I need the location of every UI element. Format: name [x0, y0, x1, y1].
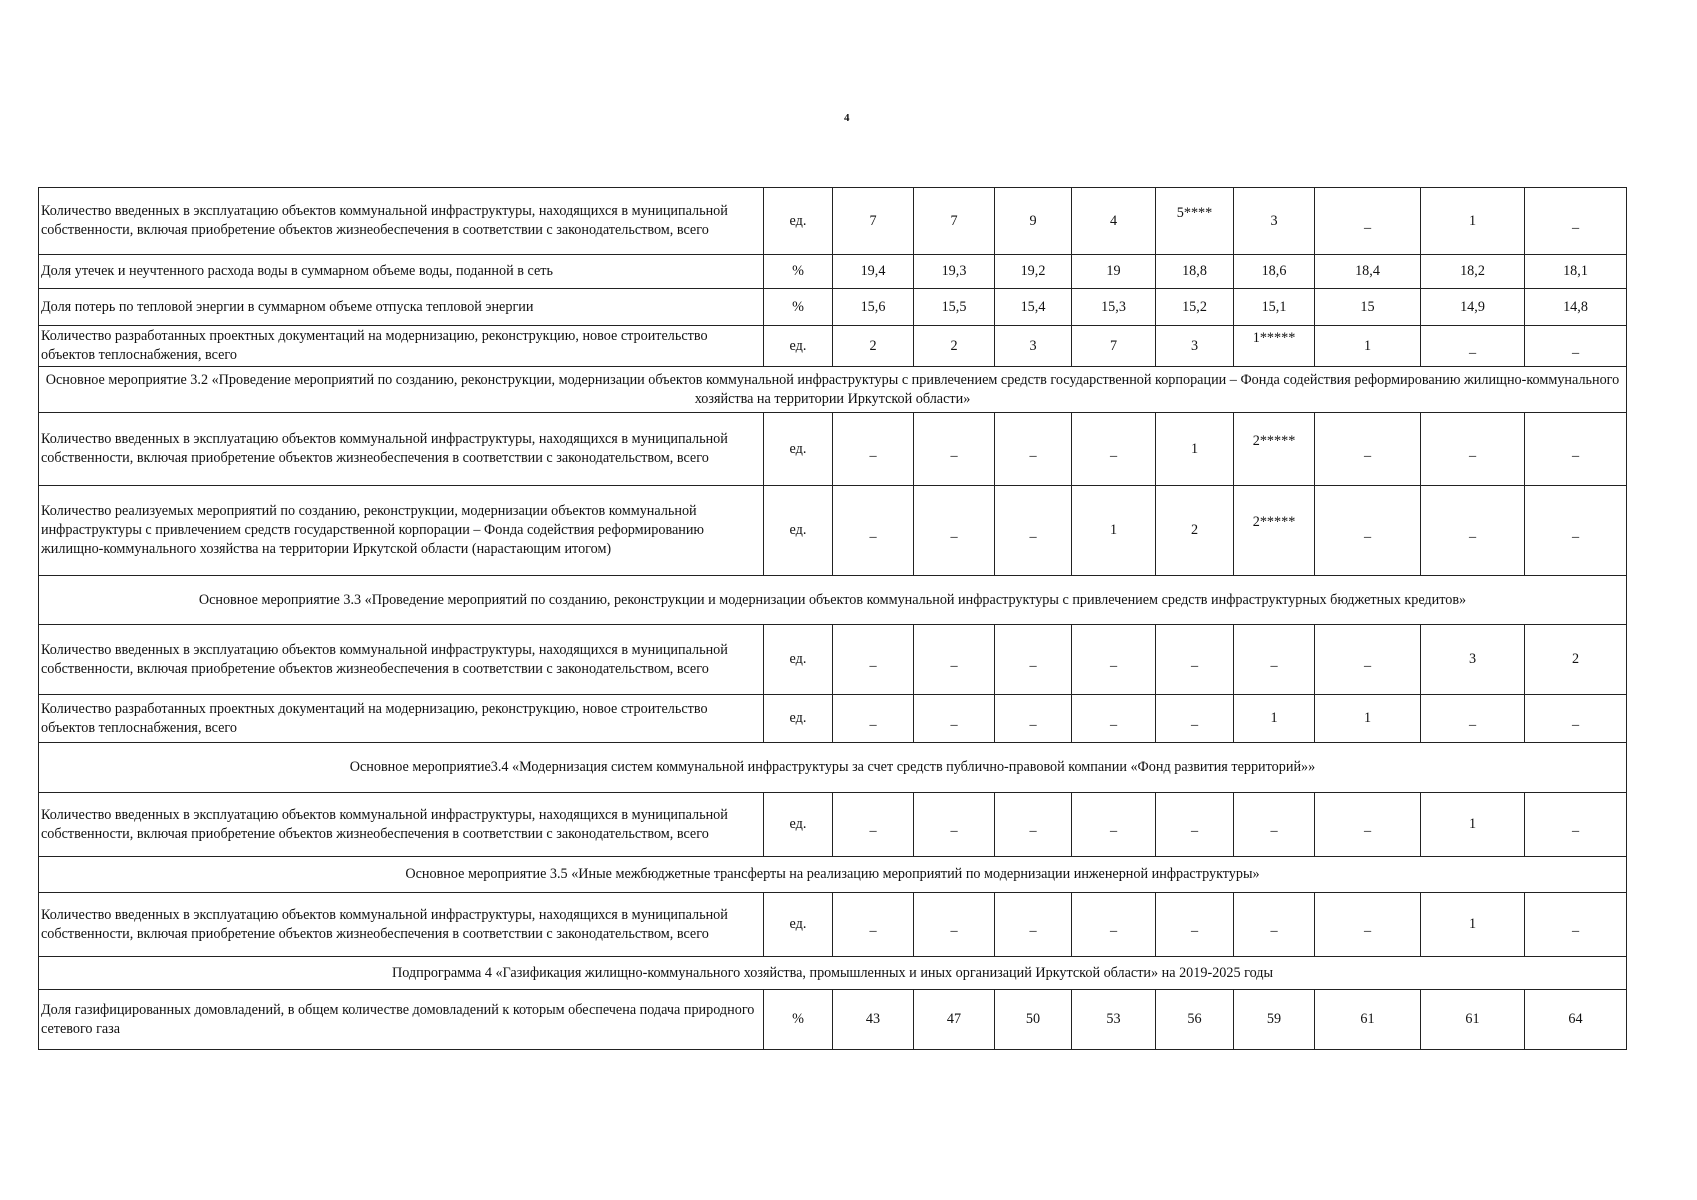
value-text: –	[1029, 529, 1037, 546]
indicator-unit: ед.	[764, 326, 833, 367]
section-row	[39, 957, 1627, 990]
value-text: –	[869, 447, 877, 464]
indicator-unit: ед.	[764, 486, 833, 576]
value-cell	[1315, 255, 1421, 289]
value-cell	[1234, 990, 1315, 1050]
value-text: 2	[1571, 651, 1580, 668]
value-text: 19,4	[860, 263, 886, 280]
value-text: 64	[1568, 1011, 1583, 1028]
value-cell	[995, 695, 1072, 743]
indicator-unit: %	[764, 990, 833, 1050]
value-text: 1	[1468, 212, 1477, 229]
value-text: 15	[1360, 298, 1375, 315]
value-text: –	[1029, 923, 1037, 940]
value-cell	[1156, 326, 1234, 367]
value-text: –	[1571, 717, 1580, 734]
value-cell	[1421, 625, 1525, 695]
value-text: 3	[1270, 212, 1278, 229]
section-title: Основное мероприятие3.4 «Модернизация систем коммунальной инфраструктуры за счет средств публично-правовой компании «Фонд развития территорий»»	[39, 743, 1627, 793]
value-cell	[1156, 289, 1234, 326]
value-text: 47	[946, 1011, 962, 1028]
value-text: –	[950, 658, 958, 675]
indicator-row	[39, 413, 1627, 486]
value-text: 59	[1266, 1011, 1282, 1028]
value-cell	[833, 625, 914, 695]
value-text: 43	[865, 1011, 881, 1028]
value-text: –	[1363, 823, 1372, 840]
indicator-name: Количество введенных в эксплуатацию объектов коммунальной инфраструктуры, находящихся в муниципальной собственности, включая приобретение объектов жизнеобеспечения в соответствии с законодательством, всего	[39, 625, 764, 695]
value-cell	[914, 486, 995, 576]
value-text: –	[1190, 717, 1199, 734]
value-cell	[1072, 289, 1156, 326]
value-cell	[833, 289, 914, 326]
value-cell	[1234, 289, 1315, 326]
value-cell	[1525, 486, 1627, 576]
value-text: –	[950, 823, 958, 840]
value-cell	[995, 990, 1072, 1050]
value-text: 18,4	[1355, 263, 1380, 280]
indicator-name: Количество разработанных проектных документаций на модернизацию, реконструкцию, новое строительство объектов теплоснабжения, всего	[39, 326, 764, 367]
value-cell	[1421, 486, 1525, 576]
indicator-row	[39, 625, 1627, 695]
value-text: –	[1190, 823, 1199, 840]
value-text: –	[869, 823, 877, 840]
value-text: 2	[1190, 522, 1199, 539]
value-text: 1	[1190, 440, 1199, 457]
value-text: 7	[1109, 337, 1118, 354]
value-text: –	[1029, 658, 1037, 675]
value-text: 19	[1106, 263, 1121, 280]
value-text: 19,3	[941, 263, 967, 280]
value-cell	[1421, 188, 1525, 255]
value-cell	[914, 255, 995, 289]
value-text: –	[1468, 529, 1477, 546]
value-cell	[1072, 255, 1156, 289]
value-cell	[1315, 486, 1421, 576]
value-text: 18,2	[1460, 263, 1485, 280]
indicator-row	[39, 893, 1627, 957]
value-text: 2	[869, 337, 877, 354]
value-cell	[1234, 255, 1315, 289]
value-text: –	[950, 717, 958, 734]
indicator-unit: ед.	[764, 695, 833, 743]
indicator-row	[39, 188, 1627, 255]
value-cell	[1234, 695, 1315, 743]
value-text: 7	[869, 212, 877, 229]
value-text: 2	[950, 337, 958, 354]
value-text: 5****	[1176, 204, 1213, 221]
indicator-row	[39, 326, 1627, 367]
value-text: 3	[1468, 651, 1477, 668]
value-cell	[995, 625, 1072, 695]
value-cell	[1234, 486, 1315, 576]
value-cell	[1421, 289, 1525, 326]
value-cell	[1156, 893, 1234, 957]
value-text: 18,8	[1182, 263, 1207, 280]
value-cell	[914, 289, 995, 326]
value-cell	[1156, 793, 1234, 857]
section-row	[39, 576, 1627, 625]
value-text: 15,3	[1101, 298, 1126, 315]
section-title: Основное мероприятие 3.5 «Иные межбюджетные трансферты на реализацию мероприятий по модернизации инженерной инфраструктуры»	[39, 857, 1627, 893]
value-cell	[833, 695, 914, 743]
value-cell	[1156, 413, 1234, 486]
value-cell	[1234, 413, 1315, 486]
value-cell	[995, 893, 1072, 957]
value-text: 14,8	[1563, 298, 1588, 315]
value-text: –	[869, 923, 877, 940]
value-text: –	[1468, 344, 1477, 361]
value-text: –	[1468, 447, 1477, 464]
value-cell	[1315, 625, 1421, 695]
value-cell	[1525, 289, 1627, 326]
value-cell	[914, 793, 995, 857]
value-cell	[1072, 990, 1156, 1050]
indicator-name: Доля потерь по тепловой энергии в суммарном объеме отпуска тепловой энергии	[39, 289, 764, 326]
value-cell	[914, 188, 995, 255]
value-text: –	[1029, 823, 1037, 840]
value-text: –	[950, 447, 958, 464]
indicator-name: Количество разработанных проектных документаций на модернизацию, реконструкцию, новое строительство объектов теплоснабжения, всего	[39, 695, 764, 743]
value-text: 53	[1106, 1011, 1121, 1028]
value-cell	[914, 893, 995, 957]
value-cell	[1525, 695, 1627, 743]
value-text: –	[1109, 447, 1118, 464]
value-text: –	[869, 529, 877, 546]
indicator-unit: ед.	[764, 625, 833, 695]
value-cell	[833, 893, 914, 957]
value-cell	[995, 486, 1072, 576]
value-text: –	[1571, 529, 1580, 546]
value-cell	[995, 793, 1072, 857]
section-row	[39, 367, 1627, 413]
value-cell	[995, 326, 1072, 367]
value-text: –	[1571, 823, 1580, 840]
value-cell	[914, 625, 995, 695]
value-text: 3	[1190, 337, 1199, 354]
value-cell	[1234, 893, 1315, 957]
indicator-row	[39, 289, 1627, 326]
value-cell	[1072, 486, 1156, 576]
value-text: –	[1363, 447, 1372, 464]
value-text: 4	[1109, 212, 1118, 229]
value-text: –	[1109, 658, 1118, 675]
value-text: –	[1109, 823, 1118, 840]
value-cell	[1525, 793, 1627, 857]
value-text: 7	[950, 212, 958, 229]
value-text: 18,6	[1261, 263, 1287, 280]
value-text: –	[1190, 923, 1199, 940]
value-cell	[914, 326, 995, 367]
value-cell	[1421, 695, 1525, 743]
value-text: 9	[1029, 212, 1037, 229]
value-text: 3	[1029, 337, 1037, 354]
value-cell	[833, 413, 914, 486]
value-text: 1	[1363, 337, 1372, 354]
value-cell	[1421, 793, 1525, 857]
value-text: 1	[1363, 710, 1372, 727]
value-cell	[914, 695, 995, 743]
value-text: 1	[1270, 710, 1278, 727]
value-text: 15,2	[1182, 298, 1207, 315]
value-cell	[1421, 413, 1525, 486]
indicator-unit: ед.	[764, 413, 833, 486]
value-cell	[1156, 990, 1234, 1050]
indicator-row	[39, 486, 1627, 576]
value-text: –	[1571, 447, 1580, 464]
indicator-name: Количество реализуемых мероприятий по созданию, реконструкции, модернизации объектов коммунальной инфраструктуры с привлечением средств государственной корпорации – Фонда содействия реформированию жилищно-коммунального хозяйства на территории Иркутской области (нарастающим итогом)	[39, 486, 764, 576]
value-text: 18,1	[1563, 263, 1588, 280]
value-cell	[1234, 793, 1315, 857]
value-text: –	[1270, 823, 1278, 840]
value-cell	[1315, 289, 1421, 326]
value-cell	[1525, 893, 1627, 957]
value-cell	[1156, 188, 1234, 255]
indicator-unit: ед.	[764, 188, 833, 255]
indicator-unit: ед.	[764, 793, 833, 857]
value-cell	[1525, 255, 1627, 289]
indicator-unit: %	[764, 289, 833, 326]
value-text: –	[1029, 447, 1037, 464]
value-text: 2*****	[1252, 432, 1296, 449]
value-cell	[1072, 893, 1156, 957]
value-cell	[1525, 990, 1627, 1050]
value-cell	[1072, 793, 1156, 857]
value-text: –	[869, 658, 877, 675]
value-cell	[1315, 326, 1421, 367]
value-text: 15,1	[1261, 298, 1287, 315]
value-cell	[1156, 695, 1234, 743]
value-text: –	[1363, 529, 1372, 546]
value-text: –	[869, 717, 877, 734]
value-cell	[833, 486, 914, 576]
indicator-row	[39, 255, 1627, 289]
value-text: –	[1109, 717, 1118, 734]
value-text: –	[1363, 658, 1372, 675]
value-text: –	[1190, 658, 1199, 675]
value-cell	[1156, 625, 1234, 695]
section-title: Основное мероприятие 3.2 «Проведение мероприятий по созданию, реконструкции, модернизации объектов коммунальной инфраструктуры с привлечением средств государственной корпорации – Фонда содействия реформированию жилищно-коммунального хозяйства на территории Иркутской области»	[39, 367, 1627, 413]
value-text: –	[950, 529, 958, 546]
value-text: 15,4	[1020, 298, 1046, 315]
value-cell	[914, 990, 995, 1050]
indicator-row	[39, 990, 1627, 1050]
value-cell	[1525, 188, 1627, 255]
value-cell	[1072, 188, 1156, 255]
value-cell	[1421, 990, 1525, 1050]
indicator-name: Количество введенных в эксплуатацию объектов коммунальной инфраструктуры, находящихся в муниципальной собственности, включая приобретение объектов жизнеобеспечения в соответствии с законодательством, всего	[39, 893, 764, 957]
value-cell	[833, 326, 914, 367]
indicator-name: Количество введенных в эксплуатацию объектов коммунальной инфраструктуры, находящихся в муниципальной собственности, включая приобретение объектов жизнеобеспечения в соответствии с законодательством, всего	[39, 793, 764, 857]
value-text: 15,6	[860, 298, 886, 315]
value-text: –	[950, 923, 958, 940]
value-cell	[995, 289, 1072, 326]
value-text: 15,5	[941, 298, 967, 315]
value-text: 1*****	[1252, 329, 1296, 346]
indicator-name: Количество введенных в эксплуатацию объектов коммунальной инфраструктуры, находящихся в муниципальной собственности, включая приобретение объектов жизнеобеспечения в соответствии с законодательством, всего	[39, 413, 764, 486]
section-row	[39, 743, 1627, 793]
value-text: –	[1571, 219, 1580, 236]
value-cell	[1421, 326, 1525, 367]
value-text: –	[1270, 658, 1278, 675]
value-text: –	[1468, 717, 1477, 734]
section-row	[39, 857, 1627, 893]
value-text: 1	[1468, 916, 1477, 933]
value-cell	[1156, 486, 1234, 576]
value-cell	[1315, 893, 1421, 957]
value-cell	[1072, 625, 1156, 695]
indicator-name: Доля утечек и неучтенного расхода воды в суммарном объеме воды, поданной в сеть	[39, 255, 764, 289]
indicators-table	[38, 187, 1627, 1050]
indicator-row	[39, 695, 1627, 743]
indicator-name: Доля газифицированных домовладений, в общем количестве домовладений к которым обеспечена подача природного сетевого газа	[39, 990, 764, 1050]
indicator-unit: ед.	[764, 893, 833, 957]
value-text: –	[1029, 717, 1037, 734]
value-text: –	[1363, 219, 1372, 236]
value-cell	[995, 188, 1072, 255]
value-text: 1	[1468, 816, 1477, 833]
indicator-name: Количество введенных в эксплуатацию объектов коммунальной инфраструктуры, находящихся в муниципальной собственности, включая приобретение объектов жизнеобеспечения в соответствии с законодательством, всего	[39, 188, 764, 255]
value-cell	[1072, 413, 1156, 486]
value-cell	[1072, 695, 1156, 743]
value-cell	[1072, 326, 1156, 367]
value-cell	[1315, 990, 1421, 1050]
value-cell	[1234, 625, 1315, 695]
value-cell	[1315, 793, 1421, 857]
value-cell	[833, 793, 914, 857]
value-cell	[1421, 255, 1525, 289]
value-text: 1	[1109, 522, 1118, 539]
value-text: 2*****	[1252, 514, 1296, 531]
value-cell	[1315, 188, 1421, 255]
value-text: 56	[1187, 1011, 1202, 1028]
value-text: 61	[1360, 1011, 1375, 1028]
value-text: 61	[1465, 1011, 1480, 1028]
value-text: –	[1571, 344, 1580, 361]
indicator-row	[39, 793, 1627, 857]
value-cell	[1315, 413, 1421, 486]
value-cell	[1525, 413, 1627, 486]
value-cell	[833, 990, 914, 1050]
value-cell	[1315, 695, 1421, 743]
value-text: –	[1109, 923, 1118, 940]
value-cell	[833, 255, 914, 289]
value-cell	[1525, 326, 1627, 367]
page-number: 4	[844, 112, 850, 124]
value-text: 14,9	[1460, 298, 1485, 315]
value-cell	[1234, 326, 1315, 367]
section-title: Основное мероприятие 3.3 «Проведение мероприятий по созданию, реконструкции и модернизации объектов коммунальной инфраструктуры с привлечением средств инфраструктурных бюджетных кредитов»	[39, 576, 1627, 625]
value-text: –	[1571, 923, 1580, 940]
value-cell	[1234, 188, 1315, 255]
value-cell	[1525, 625, 1627, 695]
value-text: –	[1270, 923, 1278, 940]
value-text: 19,2	[1020, 263, 1046, 280]
indicator-unit: %	[764, 255, 833, 289]
value-cell	[914, 413, 995, 486]
value-cell	[995, 255, 1072, 289]
value-cell	[995, 413, 1072, 486]
value-cell	[1156, 255, 1234, 289]
section-title: Подпрограмма 4 «Газификация жилищно-коммунального хозяйства, промышленных и иных организаций Иркутской области» на 2019-2025 годы	[39, 957, 1627, 990]
value-cell	[833, 188, 914, 255]
value-text: 50	[1025, 1011, 1041, 1028]
value-text: –	[1363, 923, 1372, 940]
value-cell	[1421, 893, 1525, 957]
